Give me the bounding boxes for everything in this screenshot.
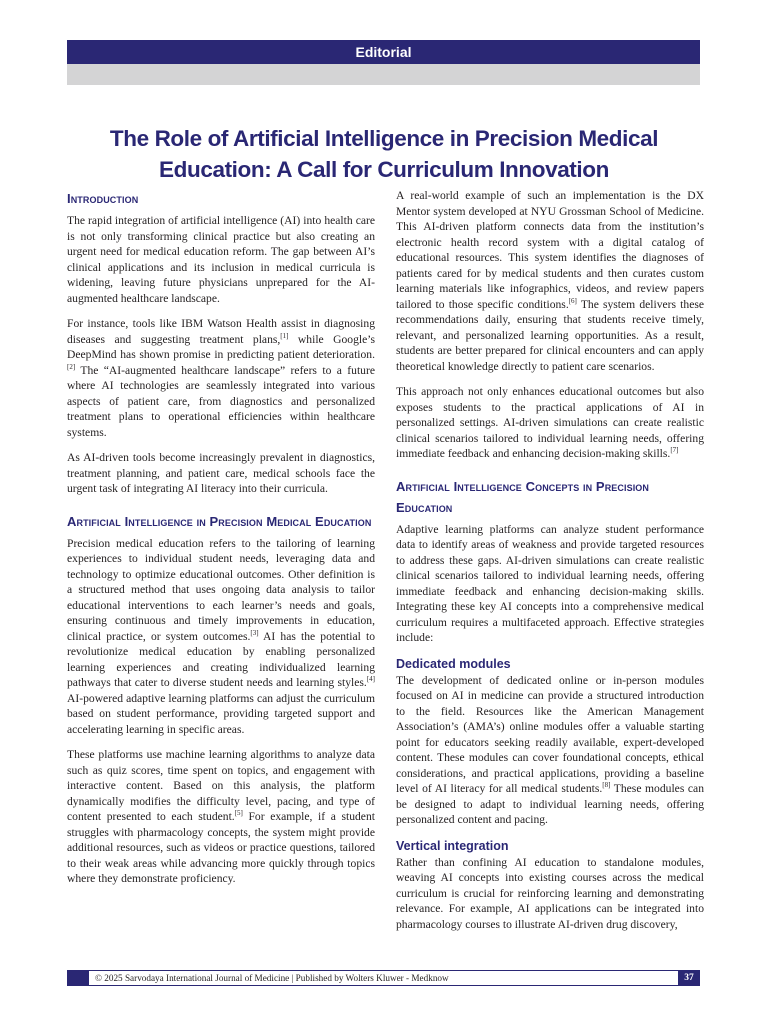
paragraph: This approach not only enhances educational outcomes but also exposes students to the practical applications of AI in personalized settings. AI-driven simulations can create realistic clinical scenarios tailored to individual learning needs, offering immediate feedback and enhancing decision-making skills.[7] <box>396 385 704 460</box>
page-footer <box>67 970 700 986</box>
citation-ref[interactable]: [7] <box>670 446 679 455</box>
paragraph: Rather than confining AI education to standalone modules, weaving AI concepts into existing courses across the medical curriculum is crucial for reinforcing learning and demonstrating relevance. For example, AI applications can be integrated into pharmacology courses to illustrate AI-driven drug discovery, <box>396 855 704 931</box>
section-label: Editorial <box>355 44 412 60</box>
paragraph: These platforms use machine learning algorithms to analyze data such as quiz scores, time spent on topics, and engagement with interactive content. Based on this analysis, the platform dynamically modifies the difficulty level, pacing, and type of content presented to each student.[5] For example, if a student struggles with pharmacology concepts, the system might provide additional resources, such as videos or practice questions, tailored to their weak areas while advancing more quickly through topics where they demonstrate proficiency. <box>67 748 375 885</box>
footer-left-block <box>67 971 89 985</box>
section-heading-introduction: Introduction <box>67 191 139 206</box>
right-column <box>396 188 704 942</box>
paragraph: For instance, tools like IBM Watson Health assist in diagnosing diseases and suggesting treatment plans,[1] while Google’s DeepMind has shown promise in predicting patient deterioration.[2] The “AI-augmented healthcare landscape” refers to a future where AI technologies are seamlessly integrated into various aspects of patient care, from diagnostics and personalized treatment plans to operational efficiencies within healthcare systems. <box>67 317 375 439</box>
citation-ref[interactable]: [1] <box>280 331 289 340</box>
citation-ref[interactable]: [3] <box>250 628 259 637</box>
citation-ref[interactable]: [4] <box>366 675 375 684</box>
citation-ref[interactable]: [8] <box>602 781 611 790</box>
article-title: The Role of Artificial Intelligence in Precision Medical Education: A Call for Curriculum Innovation <box>109 126 659 183</box>
paragraph: As AI-driven tools become increasingly prevalent in diagnostics, treatment planning, and patient care, medical schools face the urgent task of integrating AI literacy into their curricula. <box>67 451 375 495</box>
left-column <box>67 188 375 897</box>
citation-ref[interactable]: [5] <box>234 809 243 818</box>
footer-copyright: © 2025 Sarvodaya International Journal of Medicine | Published by Wolters Kluwer - Medknow <box>95 973 449 983</box>
citation-ref[interactable]: [6] <box>568 296 577 305</box>
section-heading-ai-precision-medical-education: Artificial Intelligence in Precision Medical Education <box>67 513 372 529</box>
header-grey-band <box>67 64 700 85</box>
section-heading-ai-concepts: Artificial Intelligence Concepts in Precision Education <box>396 478 650 515</box>
citation-ref[interactable]: [2] <box>67 362 76 371</box>
paragraph: The development of dedicated online or in-person modules focused on AI in medicine can provide a structured introduction to the field. Resources like the American Management Association’s (AMA’s) online modules offer a valuable starting point for educators seeking readily available, expert-developed content. These modules can cover foundational concepts, ethical considerations, and practical applications, providing a baseline level of AI literacy for all medical students.[8] These modules can be designed to adapt to individual learning needs, offering personalized content and pacing. <box>396 673 704 826</box>
paragraph: A real-world example of such an implementation is the DX Mentor system developed at NYU Grossman School of Medicine. This AI-driven platform connects data from the institution’s electronic health record system with a digital catalog of educational resources. This system identifies the diagnoses of patients cared for by medical students and then curates custom learning materials like infographics, videos, and review papers tailored to those specific conditions.[6] The system delivers these recommendations daily, ensuring that students receive timely, relevant, and personalized learning opportunities. As a result, students are better prepared for clinical encounters and can apply theoretical knowledge directly to patient care scenarios. <box>396 189 704 373</box>
paragraph: The rapid integration of artificial intelligence (AI) into health care is not only transforming clinical practice but also creating an urgent need for medical education reform. The gap between AI’s clinical applications and its inclusion in medical curricula is widening, leaving future physicians unprepared for the AI-augmented healthcare landscape. <box>67 214 375 305</box>
subheading-vertical-integration: Vertical integration <box>396 838 509 853</box>
paragraph: Precision medical education refers to the tailoring of learning experiences to individual student needs, leveraging data and technology to optimize educational outcomes. Other definition is a structured method that uses ongoing data analysis to tailor educational interventions to each learner’s needs and goals, ensuring continuous and timely improvements in education, clinical practice, or system outcomes.[3] AI has the potential to revolutionize medical education by enabling personalized learning experiences and creating individualized learning pathways that cater to diverse student needs and learning styles.[4] AI-powered adaptive learning platforms can adjust the curriculum based on student performance, providing targeted support and accelerating learning in specific areas. <box>67 536 375 736</box>
page-number: 37 <box>678 971 700 985</box>
subheading-dedicated-modules: Dedicated modules <box>396 656 511 671</box>
section-header-bar <box>67 40 700 64</box>
paragraph: Adaptive learning platforms can analyze student performance data to identify areas of weakness and provide targeted resources to address these gaps. AI-driven simulations can create realistic clinical scenarios tailored to individual learning needs, offering immediate feedback and enhancing decision-making skills. Integrating these key AI concepts into a comprehensive medical curriculum requires a multifaceted approach. Effective strategies include: <box>396 522 704 644</box>
